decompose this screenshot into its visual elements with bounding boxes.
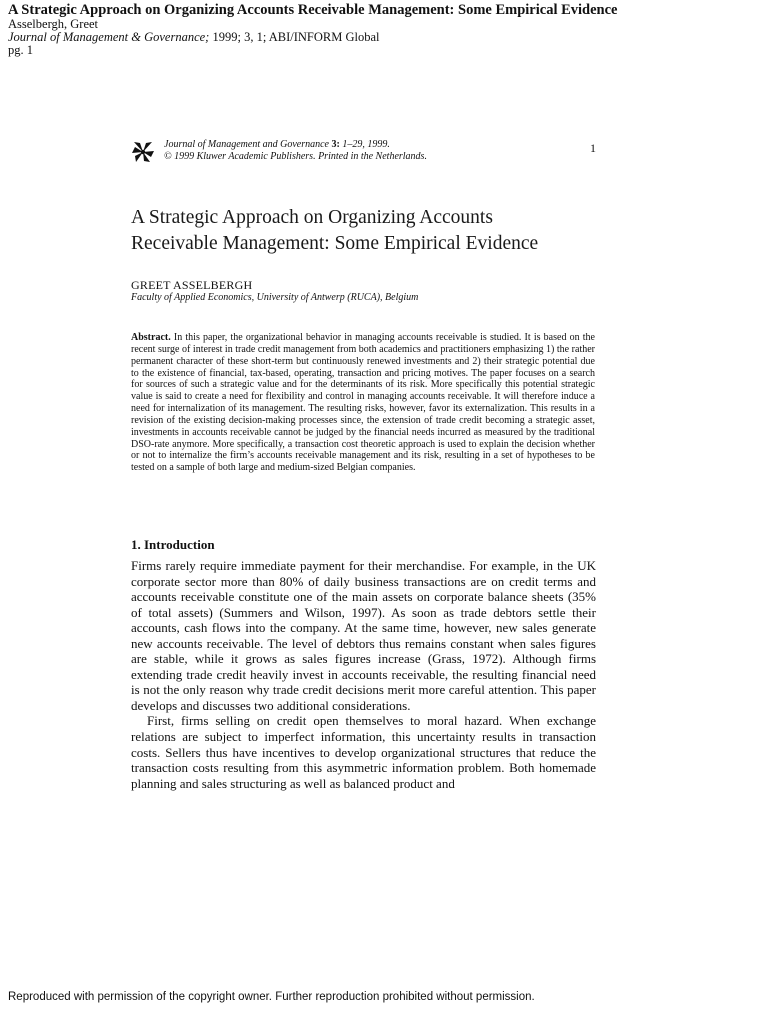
cover-page: pg. 1: [8, 43, 33, 57]
journal-header: [130, 139, 600, 167]
paper-title-line-1: A Strategic Approach on Organizing Accounts: [131, 207, 493, 228]
journal-copyright: © 1999 Kluwer Academic Publishers. Printed in the Netherlands.: [164, 151, 427, 162]
page-number: 1: [590, 141, 596, 155]
cover-author: Asselbergh, Greet: [8, 17, 99, 31]
cover-source-details: 1999; 3, 1; ABI/INFORM Global: [209, 30, 380, 44]
cover-source: [8, 31, 764, 44]
paper-title: [131, 205, 611, 257]
copyright-footer: Reproduced with permission of the copyright owner. Further reproduction prohibited without permission.: [8, 991, 535, 1003]
journal-name: Journal of Management and Governance: [164, 139, 332, 150]
body-text: [131, 558, 596, 791]
section-heading: 1. Introduction: [131, 537, 215, 552]
cover-title: A Strategic Approach on Organizing Accounts Receivable Management: Some Empirical Evidence: [8, 2, 618, 18]
author-affiliation: Faculty of Applied Economics, University of Antwerp (RUCA), Belgium: [131, 292, 419, 303]
cover-header: [8, 2, 764, 57]
paragraph: First, firms selling on credit open themselves to moral hazard. When exchange relations are subject to imperfect information, this uncertainty results in transaction costs. Sellers thus have incentives to develop organizational structures that reduce the transaction costs resulting from this asymmetric information problem. Both homemade planning and sales structuring as well as balanced product and: [131, 713, 596, 791]
abstract: [131, 332, 595, 474]
author-name: GREET ASSELBERGH: [131, 278, 253, 292]
journal-citation: [164, 139, 427, 163]
kluwer-logo-icon: [130, 140, 156, 164]
journal-volume: 3:: [331, 139, 340, 150]
paper-title-line-2: Receivable Management: Some Empirical Evidence: [131, 233, 539, 254]
journal-pages: 1–29, 1999.: [339, 139, 390, 150]
abstract-text: In this paper, the organizational behavior in managing accounts receivable is studied. It is based on the recent surge of interest in trade credit management from both academics and practitioners emphasizing 1) the rather permanent character of these short-term but continuously renewed investments and 2) their strategic potential due to the existence of financial, tax-based, operating, transaction and pricing motives. The paper focuses on a search for sources of such a strategic value and for the determinants of its risk. More specifically this potential strategic value is said to create a need for flexibility and control in managing accounts receivable. It will therefore induce a need for internalization of its management. The resulting risks, however, favor its externalization. This results in a revision of the existing decision-making processes since, the extension of trade credit becoming a strategic asset, investments in accounts receivable cannot be judged by the financial needs incurred as measured by the traditional DSO-rate anymore. More specifically, a transaction cost theoretic approach is used to explain the decision whether or not to internalize the firm’s accounts receivable management and its risk, resulting in a set of hypotheses to be tested on a sample of both large and medium-sized Belgian companies.: [131, 332, 595, 474]
cover-source-journal: Journal of Management & Governance;: [8, 30, 210, 44]
paragraph: Firms rarely require immediate payment for their merchandise. For example, in the UK corporate sector more than 80% of daily business transactions are on credit terms and accounts receivable constitute one of the main assets on corporate balance sheets (35% of total assets) (Summers and Wilson, 1997). As soon as trade debtors settle their accounts, cash flows into the company. At the same time, however, new sales generate new accounts receivable. The level of debtors thus remains constant when sales figures are stable, while it grows as sales figures increase (Grass, 1972). Although firms extending trade credit heavily invest in accounts receivable, the resulting financial need is not the only reason why trade credit decisions merit more careful attention. This paper develops and discusses two additional considerations.: [131, 558, 596, 713]
abstract-label: Abstract.: [131, 332, 171, 343]
